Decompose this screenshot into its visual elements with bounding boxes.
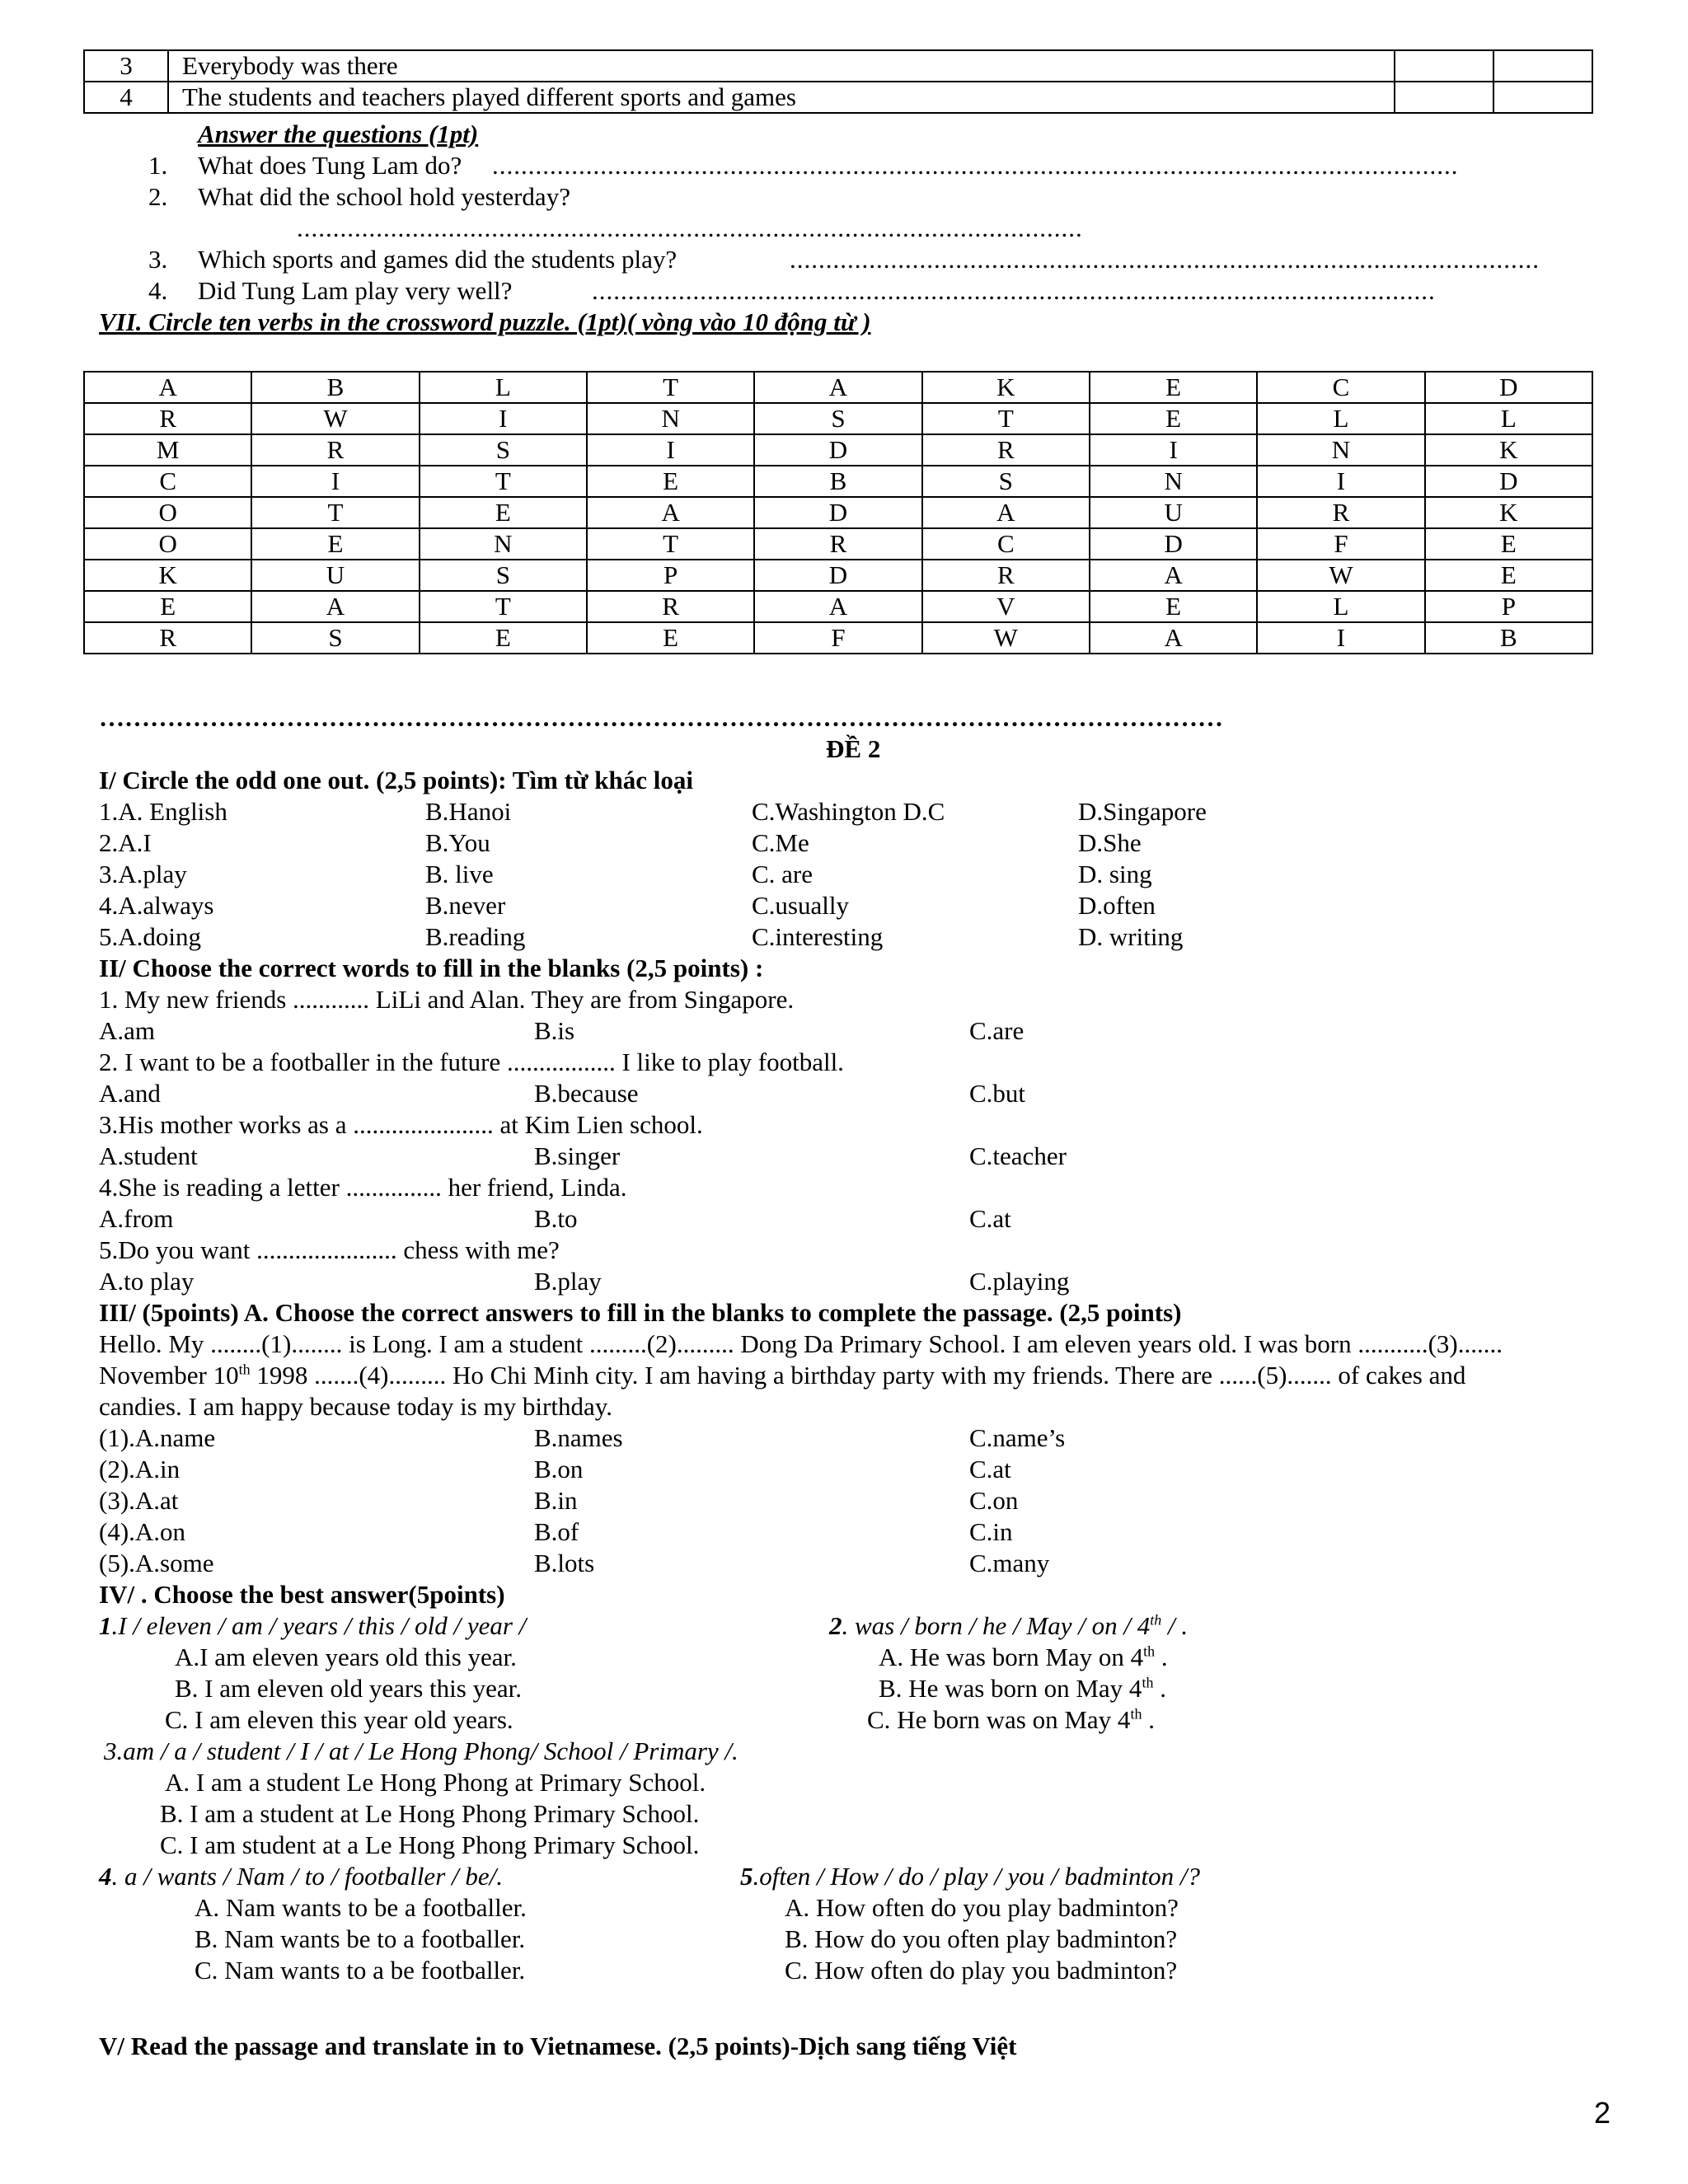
- crossword-cell[interactable]: T: [251, 497, 419, 528]
- crossword-row: [84, 466, 1592, 497]
- q2-words-end: / .: [1161, 1611, 1189, 1640]
- crossword-cell[interactable]: E: [1090, 372, 1257, 403]
- crossword-cell[interactable]: I: [1257, 466, 1424, 497]
- passage-option[interactable]: B.of: [534, 1517, 579, 1546]
- q1-option-a[interactable]: A.I am eleven years old this year.: [175, 1643, 517, 1671]
- crossword-cell[interactable]: W: [1257, 560, 1424, 591]
- fill-blank-question: 1. My new friends ............ LiLi and Alan. They are from Singapore.: [99, 985, 795, 1014]
- crossword-row: [84, 528, 1592, 560]
- section-v-heading: V/ Read the passage and translate in to Vietnamese. (2,5 points)-Dịch sang tiếng Việt: [99, 2032, 1017, 2060]
- answer-dots[interactable]: ......................................................................................................................................: [492, 151, 1459, 180]
- question-text: Which sports and games did the students play?: [198, 245, 678, 274]
- q2-option-b[interactable]: [879, 1673, 1166, 1704]
- crossword-cell[interactable]: D: [1090, 528, 1257, 560]
- crossword-cell[interactable]: R: [1257, 497, 1424, 528]
- answer-option[interactable]: A.am: [99, 1016, 156, 1045]
- odd-one-option[interactable]: 5.A.doing: [99, 922, 201, 951]
- crossword-cell[interactable]: U: [1090, 497, 1257, 528]
- passage-option[interactable]: C.many: [969, 1549, 1050, 1577]
- crossword-row: [84, 434, 1592, 466]
- crossword-cell[interactable]: R: [587, 591, 754, 622]
- q1-words: .I / eleven / am / years / this / old / year /: [111, 1611, 527, 1640]
- answer-option[interactable]: C.teacher: [969, 1141, 1067, 1170]
- crossword-cell[interactable]: E: [251, 528, 419, 560]
- q5-prompt: [740, 1861, 1200, 1892]
- crossword-cell[interactable]: A: [251, 591, 419, 622]
- crossword-cell[interactable]: K: [922, 372, 1090, 403]
- crossword-cell[interactable]: R: [922, 434, 1090, 466]
- q1-number: 1: [99, 1611, 112, 1640]
- passage-option[interactable]: B.lots: [534, 1549, 595, 1577]
- crossword-cell[interactable]: N: [1090, 466, 1257, 497]
- q2-option-c[interactable]: [867, 1704, 1155, 1736]
- answer-option[interactable]: C.are: [969, 1016, 1025, 1045]
- crossword-cell[interactable]: S: [420, 560, 587, 591]
- crossword-cell[interactable]: N: [1257, 434, 1424, 466]
- option-text: A. He was born May on 4: [879, 1643, 1144, 1671]
- answer-option[interactable]: C.playing: [969, 1267, 1070, 1296]
- answer-option[interactable]: A.from: [99, 1204, 174, 1233]
- ordinal-suffix: th: [1150, 1611, 1162, 1629]
- answer-option[interactable]: B.singer: [534, 1141, 621, 1170]
- crossword-cell[interactable]: B: [1425, 622, 1592, 654]
- crossword-cell[interactable]: S: [420, 434, 587, 466]
- passage-option[interactable]: C.at: [969, 1455, 1011, 1483]
- table-row: [84, 50, 1592, 82]
- table-row: [84, 82, 1592, 113]
- odd-one-option[interactable]: D. sing: [1078, 860, 1152, 888]
- q5-number: 5: [740, 1862, 753, 1891]
- question-text: What does Tung Lam do?: [198, 151, 462, 180]
- option-tail: .: [1153, 1674, 1166, 1703]
- odd-one-option[interactable]: B. live: [425, 860, 494, 888]
- crossword-cell[interactable]: R: [84, 403, 251, 434]
- odd-one-option[interactable]: B.never: [425, 891, 506, 920]
- odd-one-option[interactable]: B.reading: [425, 922, 526, 951]
- option-text: B. He was born on May 4: [879, 1674, 1142, 1703]
- crossword-cell[interactable]: K: [1425, 434, 1592, 466]
- crossword-cell[interactable]: W: [922, 622, 1090, 654]
- q3-option-b[interactable]: B. I am a student at Le Hong Phong Primary School.: [160, 1799, 700, 1828]
- passage-option[interactable]: (4).A.on: [99, 1517, 186, 1546]
- passage-line: [99, 1360, 1465, 1391]
- crossword-cell[interactable]: E: [84, 591, 251, 622]
- odd-one-option[interactable]: D.often: [1078, 891, 1156, 920]
- ordinal-suffix: th: [1142, 1674, 1154, 1691]
- q3-option-a[interactable]: A. I am a student Le Hong Phong at Primary School.: [165, 1768, 706, 1797]
- passage-option[interactable]: B.in: [534, 1486, 578, 1515]
- passage-option[interactable]: (1).A.name: [99, 1423, 216, 1452]
- true-cell[interactable]: [1395, 82, 1493, 113]
- odd-one-option[interactable]: D.Singapore: [1078, 797, 1207, 826]
- de2-title: ĐỀ 2: [826, 734, 881, 763]
- option-tail: .: [1155, 1643, 1168, 1671]
- crossword-cell[interactable]: O: [84, 528, 251, 560]
- crossword-cell[interactable]: I: [251, 466, 419, 497]
- section-iii-heading: III/ (5points) A. Choose the correct answers to fill in the blanks to complete the passage. (2,5 points): [99, 1298, 1182, 1327]
- answer-option[interactable]: B.because: [534, 1079, 639, 1108]
- crossword-cell[interactable]: E: [1090, 591, 1257, 622]
- odd-one-option[interactable]: C.Washington D.C: [752, 797, 945, 826]
- crossword-cell[interactable]: A: [1090, 560, 1257, 591]
- q1-option-b[interactable]: B. I am eleven old years this year.: [175, 1674, 522, 1703]
- crossword-cell[interactable]: E: [420, 497, 587, 528]
- question-number: 1.: [148, 151, 168, 180]
- passage-line: Hello. My ........(1)........ is Long. I am a student .........(2)......... Dong Da Primary School. I am eleven years old. I was born ...........(3).......: [99, 1329, 1503, 1358]
- crossword-cell[interactable]: C: [84, 466, 251, 497]
- odd-one-option[interactable]: 3.A.play: [99, 860, 187, 888]
- crossword-cell[interactable]: E: [420, 622, 587, 654]
- crossword-cell[interactable]: P: [587, 560, 754, 591]
- q4-words: . a / wants / Nam / to / footballer / be/.: [111, 1862, 503, 1891]
- crossword-cell[interactable]: A: [922, 497, 1090, 528]
- crossword-cell[interactable]: S: [251, 622, 419, 654]
- false-cell[interactable]: [1493, 50, 1592, 82]
- passage-option[interactable]: C.in: [969, 1517, 1013, 1546]
- crossword-row: [84, 497, 1592, 528]
- crossword-cell[interactable]: L: [1257, 591, 1424, 622]
- option-text: C. He born was on May 4: [867, 1705, 1131, 1734]
- q1-option-c[interactable]: C. I am eleven this year old years.: [165, 1705, 513, 1734]
- question-number: 4.: [148, 276, 168, 305]
- question-number: 2.: [148, 182, 168, 211]
- section-i-heading: I/ Circle the odd one out. (2,5 points): Tìm từ khác loại: [99, 766, 694, 794]
- ordinal-suffix: th: [1143, 1643, 1156, 1660]
- passage-text: 1998 .......(4)......... Ho Chi Minh city. I am having a birthday party with my friends. There are ......(5)....... of cakes and: [250, 1361, 1466, 1390]
- q2-number: 2: [829, 1611, 842, 1640]
- answer-option[interactable]: B.play: [534, 1267, 602, 1296]
- crossword-cell[interactable]: E: [1425, 528, 1592, 560]
- crossword-cell[interactable]: O: [84, 497, 251, 528]
- fill-blank-question: 4.She is reading a letter ............... her friend, Linda.: [99, 1173, 627, 1202]
- section-iv-heading: IV/ . Choose the best answer(5points): [99, 1580, 505, 1609]
- row-statement: The students and teachers played different sports and games: [168, 82, 1395, 113]
- crossword-cell[interactable]: C: [922, 528, 1090, 560]
- q4-prompt: [99, 1861, 503, 1892]
- answer-option[interactable]: B.is: [534, 1016, 575, 1045]
- answer-option[interactable]: A.and: [99, 1079, 161, 1108]
- crossword-cell[interactable]: S: [754, 403, 921, 434]
- crossword-cell[interactable]: T: [420, 591, 587, 622]
- crossword-cell[interactable]: C: [1257, 372, 1424, 403]
- q2-words: . was / born / he / May / on / 4: [842, 1611, 1151, 1640]
- passage-option[interactable]: B.names: [534, 1423, 623, 1452]
- q4-option-a[interactable]: A. Nam wants to be a footballer.: [195, 1893, 527, 1922]
- passage-option[interactable]: (2).A.in: [99, 1455, 181, 1483]
- answer-option[interactable]: C.but: [969, 1079, 1026, 1108]
- crossword-cell[interactable]: I: [420, 403, 587, 434]
- crossword-cell[interactable]: I: [587, 434, 754, 466]
- crossword-cell[interactable]: R: [84, 622, 251, 654]
- crossword-cell[interactable]: E: [587, 622, 754, 654]
- crossword-cell[interactable]: V: [922, 591, 1090, 622]
- crossword-row: [84, 372, 1592, 403]
- question-text: What did the school hold yesterday?: [198, 182, 570, 211]
- passage-text: November 10: [99, 1361, 239, 1390]
- row-number: 3: [84, 50, 168, 82]
- crossword-row: [84, 560, 1592, 591]
- page-number: 2: [1594, 2096, 1611, 2130]
- crossword-cell[interactable]: N: [587, 403, 754, 434]
- passage-option[interactable]: C.on: [969, 1486, 1019, 1515]
- q5-option-a[interactable]: A. How often do you play badminton?: [785, 1893, 1179, 1922]
- crossword-cell[interactable]: I: [1090, 434, 1257, 466]
- odd-one-option[interactable]: 2.A.I: [99, 828, 152, 857]
- odd-one-option[interactable]: C.usually: [752, 891, 849, 920]
- dotted-separator: ……………………………………………………………………………………………………………………: [99, 703, 1223, 732]
- crossword-cell[interactable]: T: [922, 403, 1090, 434]
- q1-prompt: [99, 1610, 526, 1642]
- crossword-cell[interactable]: U: [251, 560, 419, 591]
- crossword-cell[interactable]: T: [587, 372, 754, 403]
- answer-option[interactable]: A.to play: [99, 1267, 195, 1296]
- crossword-cell[interactable]: M: [84, 434, 251, 466]
- q5-option-c[interactable]: C. How often do play you badminton?: [785, 1956, 1178, 1985]
- odd-one-option[interactable]: D. writing: [1078, 922, 1184, 951]
- q2-prompt: [829, 1610, 1188, 1642]
- crossword-cell[interactable]: D: [1425, 372, 1592, 403]
- crossword-cell[interactable]: A: [754, 372, 921, 403]
- q2-option-a[interactable]: [879, 1642, 1168, 1673]
- crossword-cell[interactable]: R: [754, 528, 921, 560]
- crossword-cell[interactable]: A: [1090, 622, 1257, 654]
- crossword-cell[interactable]: K: [84, 560, 251, 591]
- odd-one-option[interactable]: B.You: [425, 828, 490, 857]
- row-number: 4: [84, 82, 168, 113]
- odd-one-option[interactable]: C. are: [752, 860, 814, 888]
- crossword-cell[interactable]: S: [922, 466, 1090, 497]
- q4-number: 4: [99, 1862, 112, 1891]
- crossword-cell[interactable]: F: [754, 622, 921, 654]
- crossword-cell[interactable]: D: [1425, 466, 1592, 497]
- crossword-cell[interactable]: I: [1257, 622, 1424, 654]
- crossword-cell[interactable]: A: [587, 497, 754, 528]
- fill-blank-question: 3.His mother works as a ...................... at Kim Lien school.: [99, 1110, 703, 1139]
- crossword-cell[interactable]: A: [84, 372, 251, 403]
- ordinal-suffix: th: [1130, 1705, 1142, 1722]
- passage-option[interactable]: C.name’s: [969, 1423, 1066, 1452]
- crossword-cell[interactable]: D: [754, 434, 921, 466]
- ordinal-suffix: th: [238, 1361, 251, 1378]
- passage-line: candies. I am happy because today is my birthday.: [99, 1392, 612, 1421]
- odd-one-option[interactable]: C.interesting: [752, 922, 884, 951]
- crossword-cell[interactable]: R: [251, 434, 419, 466]
- answer-questions-heading: Answer the questions (1pt): [198, 120, 479, 148]
- crossword-row: [84, 403, 1592, 434]
- crossword-row: [84, 622, 1592, 654]
- crossword-cell[interactable]: L: [420, 372, 587, 403]
- section-ii-heading: II/ Choose the correct words to fill in the blanks (2,5 points) :: [99, 954, 764, 982]
- odd-one-option[interactable]: B.Hanoi: [425, 797, 512, 826]
- question-text: Did Tung Lam play very well?: [198, 276, 513, 305]
- crossword-grid: [83, 371, 1593, 654]
- q3-option-c[interactable]: C. I am student at a Le Hong Phong Primary School.: [160, 1830, 700, 1859]
- row-statement: Everybody was there: [168, 50, 1395, 82]
- fill-blank-question: 5.Do you want ...................... chess with me?: [99, 1235, 560, 1264]
- crossword-cell[interactable]: D: [754, 497, 921, 528]
- crossword-cell[interactable]: B: [754, 466, 921, 497]
- crossword-cell[interactable]: L: [1425, 403, 1592, 434]
- odd-one-option[interactable]: C.Me: [752, 828, 809, 857]
- crossword-cell[interactable]: K: [1425, 497, 1592, 528]
- crossword-cell[interactable]: E: [587, 466, 754, 497]
- crossword-cell[interactable]: E: [1425, 560, 1592, 591]
- option-tail: .: [1142, 1705, 1155, 1734]
- q4-option-c[interactable]: C. Nam wants to a be footballer.: [195, 1956, 526, 1985]
- q5-option-b[interactable]: B. How do you often play badminton?: [785, 1924, 1178, 1953]
- crossword-cell[interactable]: P: [1425, 591, 1592, 622]
- crossword-cell[interactable]: T: [587, 528, 754, 560]
- q3-prompt: 3.am / a / student / I / at / Le Hong Phong/ School / Primary /.: [104, 1736, 738, 1765]
- section-vii-heading: VII. Circle ten verbs in the crossword puzzle. (1pt)( vòng vào 10 động từ ): [99, 307, 871, 336]
- crossword-cell[interactable]: B: [251, 372, 419, 403]
- odd-one-option[interactable]: D.She: [1078, 828, 1142, 857]
- crossword-cell[interactable]: D: [754, 560, 921, 591]
- crossword-cell[interactable]: E: [1090, 403, 1257, 434]
- question-number: 3.: [148, 245, 168, 274]
- crossword-cell[interactable]: R: [922, 560, 1090, 591]
- crossword-cell[interactable]: L: [1257, 403, 1424, 434]
- answer-option[interactable]: B.to: [534, 1204, 578, 1233]
- crossword-cell[interactable]: W: [251, 403, 419, 434]
- true-cell[interactable]: [1395, 50, 1493, 82]
- q4-option-b[interactable]: B. Nam wants be to a footballer.: [195, 1924, 526, 1953]
- passage-option[interactable]: (3).A.at: [99, 1486, 179, 1515]
- top-statement-table: [83, 49, 1593, 114]
- odd-one-option[interactable]: 4.A.always: [99, 891, 214, 920]
- passage-option[interactable]: (5).A.some: [99, 1549, 214, 1577]
- crossword-cell[interactable]: A: [754, 591, 921, 622]
- fill-blank-question: 2. I want to be a footballer in the future ................. I like to play football.: [99, 1047, 844, 1076]
- answer-option[interactable]: C.at: [969, 1204, 1011, 1233]
- passage-option[interactable]: B.on: [534, 1455, 584, 1483]
- crossword-cell[interactable]: F: [1257, 528, 1424, 560]
- answer-dots[interactable]: ........................................................................................................: [790, 245, 1540, 274]
- answer-dots[interactable]: .....................................................................................................................: [592, 276, 1436, 305]
- crossword-cell[interactable]: N: [420, 528, 587, 560]
- crossword-row: [84, 591, 1592, 622]
- odd-one-option[interactable]: 1.A. English: [99, 797, 227, 826]
- crossword-cell[interactable]: T: [420, 466, 587, 497]
- q5-words: .often / How / do / play / you / badminton /?: [753, 1862, 1200, 1891]
- false-cell[interactable]: [1493, 82, 1592, 113]
- answer-dots[interactable]: .............................................................................................................: [297, 213, 1083, 242]
- answer-option[interactable]: A.student: [99, 1141, 198, 1170]
